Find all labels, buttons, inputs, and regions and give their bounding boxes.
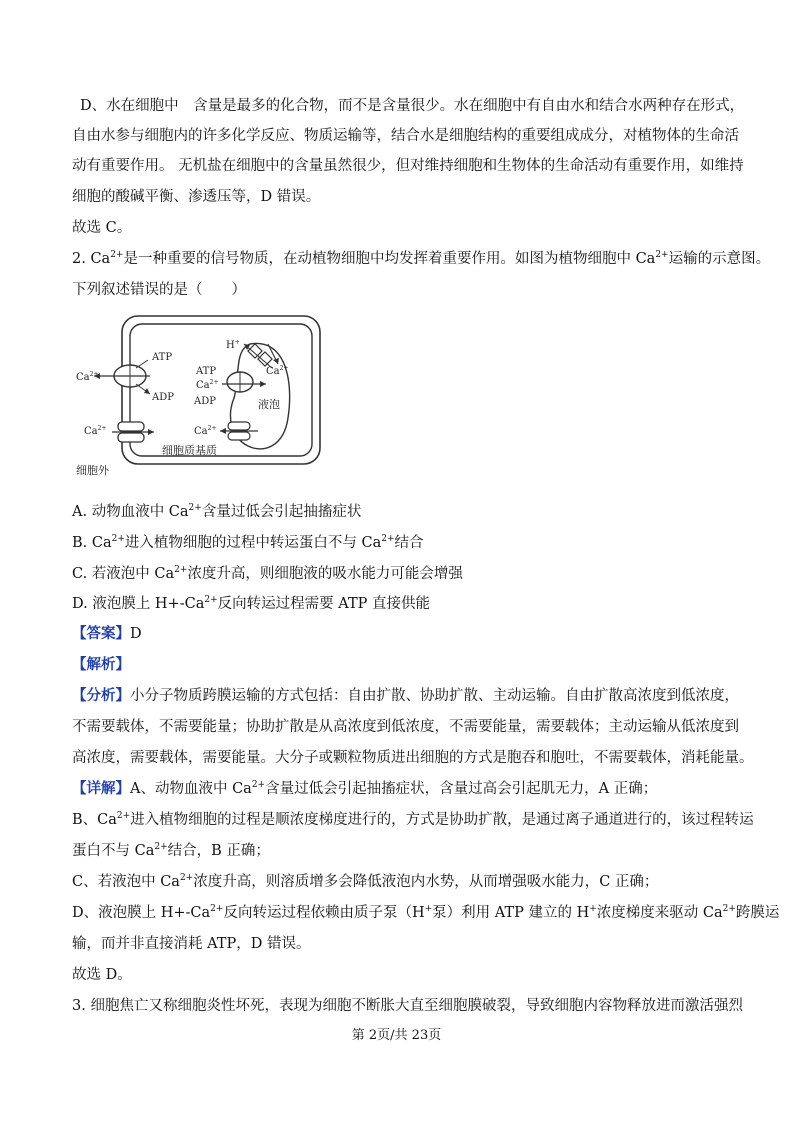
ca-label-vacuole-out: $Ca^{2+}$ xyxy=(194,425,217,437)
q2-option-a: A. 动物血液中 $Ca^{2+}$含量过低会引起抽搐症状 xyxy=(72,503,362,520)
h-ca-antiporter xyxy=(248,344,262,358)
ca-label-vacuole-in: $Ca^{2+}$ xyxy=(196,379,219,391)
q2-stem-line-2: 下列叙述错误的是（ ） xyxy=(72,282,246,298)
ca-channel-top xyxy=(118,422,144,431)
outside-label: 细胞外 xyxy=(76,464,109,477)
q2-analysis-heading: 【解析】 xyxy=(72,656,130,673)
q2-xiangjie-d-2: 输，而并非直接消耗 ATP，D 错误。 xyxy=(72,936,311,952)
vacuole-channel-bottom xyxy=(228,432,250,440)
q2-option-c: C. 若液泡中 $Ca^{2+}$浓度升高，则细胞液的吸水能力可能会增强 xyxy=(72,565,463,582)
q2-xiangjie-b-1: B、$Ca^{2+}$进入植物细胞的过程是顺浓度梯度进行的，方式是协助扩散，是通过离子通道进行的，该过程转运 xyxy=(72,811,754,828)
q2-xiangjie-d-1: D、液泡膜上 $H+-Ca^{2+}$反向转运过程依赖由质子泵（H+泵）利用 ATP 建立的 H+浓度梯度来驱动 $Ca^{2+}$跨膜运 xyxy=(72,904,780,921)
vacuole-label: 液泡 xyxy=(258,398,280,411)
ca-channel-bottom xyxy=(118,433,144,442)
h-label: H+ xyxy=(226,339,240,351)
q2-xiangjie-a: 【详解】A、动物血液中 $Ca^{2+}$含量过低会引起抽搐症状，含量过高会引起肌无力，A 正确； xyxy=(72,780,658,797)
q3-stem-line-1: 3. 细胞焦亡又称细胞炎性坏死，表现为细胞不断胀大直至细胞膜破裂，导致细胞内容物释放进而激活强烈 xyxy=(72,998,743,1014)
ca-label-vacuole-antiport: $Ca^{2+}$ xyxy=(266,365,289,377)
q2-fenxi-line-3: 高浓度，需要载体，需要能量。大分子或颗粒物质进出细胞的方式是胞吞和胞吐，不需要载体，消耗能量。 xyxy=(72,750,754,766)
q1-explanation-line-4: 细胞的酸碱平衡、渗透压等，D 错误。 xyxy=(72,189,321,205)
plasma-membrane xyxy=(130,324,312,456)
q2-stem-line-1: 2. $Ca^{2+}$是一种重要的信号物质，在动植物细胞中均发挥着重要作用。如图为植物细胞中 $Ca^{2+}$运输的示意图。 xyxy=(72,250,771,267)
cytoplasm-label: 细胞质基质 xyxy=(162,444,217,457)
atp-label-vacuole: ATP xyxy=(196,366,217,377)
q1-explanation-line-2: 自由水参与细胞内的许多化学反应、物质运输等，结合水是细胞结构的重要组成成分，对植物体的生命活 xyxy=(72,128,739,144)
q1-explanation-line-3: 动有重要作用。 无机盐在细胞中的含量虽然很少，但对维持细胞和生物体的生命活动有重要作用，如维持 xyxy=(72,158,744,174)
ca-transport-diagram xyxy=(72,308,332,488)
page-footer: 第 2页/共 23页 xyxy=(351,1028,442,1043)
q1-choice: 故选 C。 xyxy=(72,220,132,236)
q2-option-b: B. $Ca^{2+}$进入植物细胞的过程中转运蛋白不与 $Ca^{2+}$结合 xyxy=(72,534,424,551)
ca-label-out-top: $Ca^{2+}$ xyxy=(76,371,99,383)
q2-xiangjie-b-2: 蛋白不与 $Ca^{2+}$结合，B 正确； xyxy=(72,842,270,859)
vacuole-channel-top xyxy=(228,422,250,430)
adp-label-plasma: ADP xyxy=(152,392,174,403)
q2-fenxi-line-2: 不需要载体，不需要能量；协助扩散是从高浓度到低浓度，不需要能量，需要载体；主动运输从低浓度到 xyxy=(72,719,739,735)
q2-answer: 【答案】D xyxy=(72,625,142,642)
q2-xiangjie-c: C、若液泡中 $Ca^{2+}$浓度升高，则溶质增多会降低液泡内水势，从而增强吸水能力，C 正确； xyxy=(72,873,659,890)
ca-label-out-bottom: $Ca^{2+}$ xyxy=(84,425,107,437)
q2-fenxi-line-1: 【分析】小分子物质跨膜运输的方式包括：自由扩散、协助扩散、主动运输。自由扩散高浓度到低浓度， xyxy=(72,687,739,704)
adp-label-vacuole: ADP xyxy=(194,396,216,407)
q2-choice: 故选 D。 xyxy=(72,967,132,983)
atp-label-plasma: ATP xyxy=(152,352,173,363)
q2-option-d: D. 液泡膜上 $H+-Ca^{2+}$反向转运过程需要 ATP 直接供能 xyxy=(72,595,430,612)
q1-explanation-line-1: D、水在细胞中 含量是最多的化合物，而不是含量很少。水在细胞中有自由水和结合水两种存在形式， xyxy=(80,98,745,114)
